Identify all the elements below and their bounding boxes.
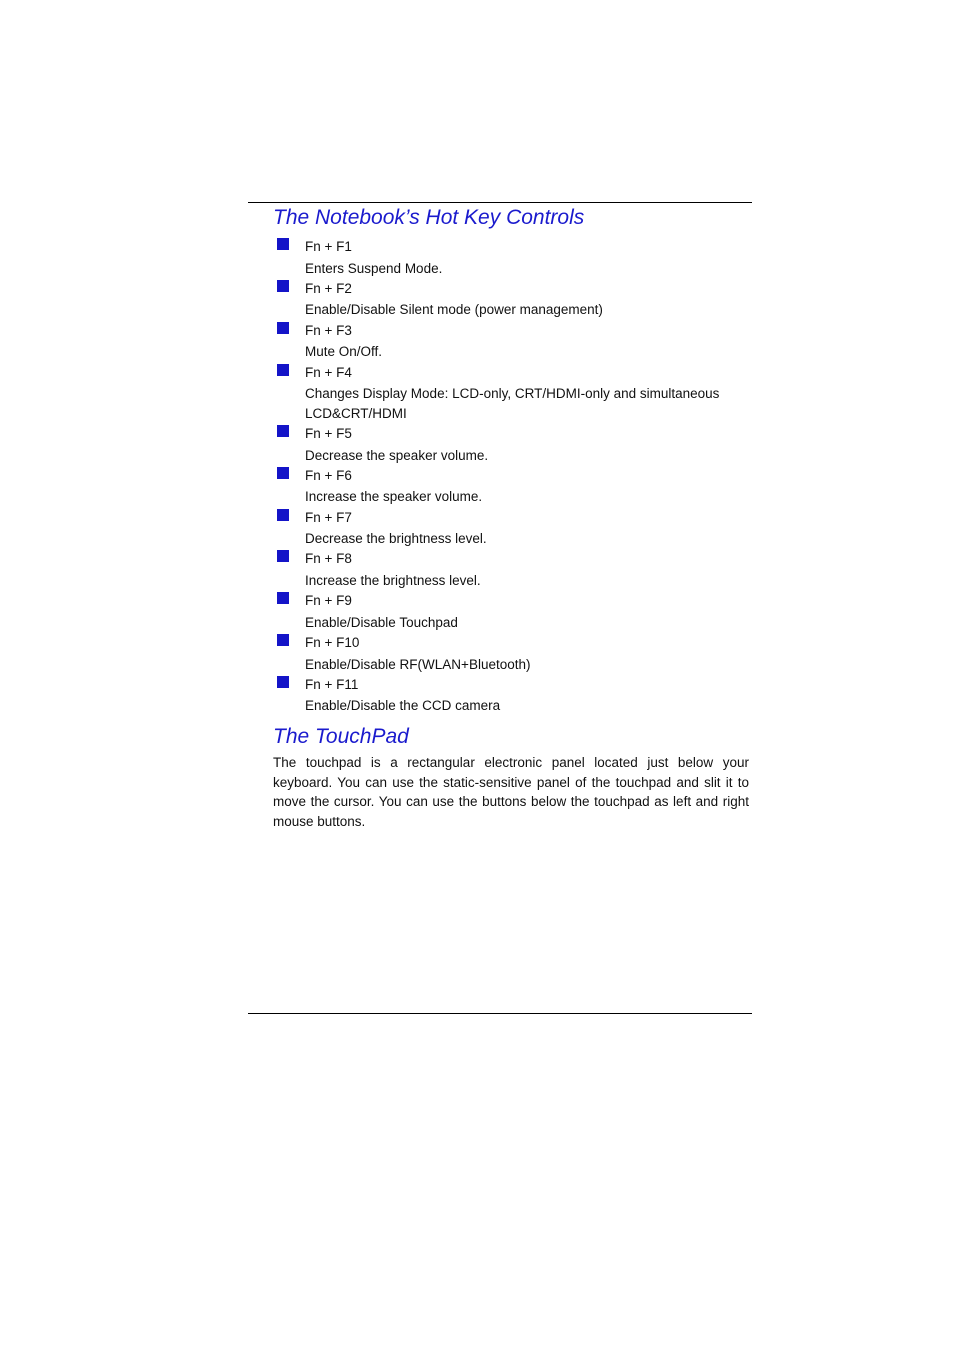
hotkey-description: Decrease the brightness level. [305,531,487,546]
hotkey-combo: Fn + F5 [305,426,352,441]
blue-square-bullet-icon [277,509,289,521]
blue-square-bullet-icon [277,280,289,292]
hotkey-description: Enters Suspend Mode. [305,261,443,276]
blue-square-bullet-icon [277,364,289,376]
blue-square-bullet-icon [277,592,289,604]
hotkey-description: Enable/Disable Touchpad [305,615,458,630]
blue-square-bullet-icon [277,425,289,437]
hotkey-description: Decrease the speaker volume. [305,448,489,463]
hotkey-combo: Fn + F3 [305,323,352,338]
touchpad-heading: The TouchPad [273,725,409,748]
hotkey-combo: Fn + F9 [305,593,352,608]
hotkeys-heading: The Notebook’s Hot Key Controls [273,206,585,229]
hotkey-combo: Fn + F6 [305,468,352,483]
bottom-rule [248,1013,752,1014]
blue-square-bullet-icon [277,550,289,562]
hotkey-combo: Fn + F8 [305,551,352,566]
hotkey-combo: Fn + F11 [305,677,359,692]
hotkey-combo: Fn + F4 [305,365,352,380]
hotkey-description: Increase the brightness level. [305,573,481,588]
hotkey-description: Mute On/Off. [305,344,383,359]
touchpad-paragraph: The touchpad is a rectangular electronic panel located just below your keyboard. You can use the static-sensitive panel of the touchpad and slit it to move the cursor. You can use the buttons below the touchpad as left and right mouse buttons. [273,755,749,830]
hotkey-description: Enable/Disable the CCD camera [305,698,501,713]
hotkey-description: Changes Display Mode: LCD-only, CRT/HDMI-only and simultaneous LCD&CRT/HDMI [305,386,720,421]
blue-square-bullet-icon [277,238,289,250]
hotkey-combo: Fn + F7 [305,510,352,525]
blue-square-bullet-icon [277,634,289,646]
hotkey-description: Increase the speaker volume. [305,489,483,504]
hotkey-combo: Fn + F1 [305,239,352,254]
blue-square-bullet-icon [277,467,289,479]
hotkey-description: Enable/Disable RF(WLAN+Bluetooth) [305,657,531,672]
hotkey-combo: Fn + F2 [305,281,352,296]
blue-square-bullet-icon [277,322,289,334]
hotkey-combo: Fn + F10 [305,635,360,650]
hotkey-description: Enable/Disable Silent mode (power management) [305,302,603,317]
blue-square-bullet-icon [277,676,289,688]
